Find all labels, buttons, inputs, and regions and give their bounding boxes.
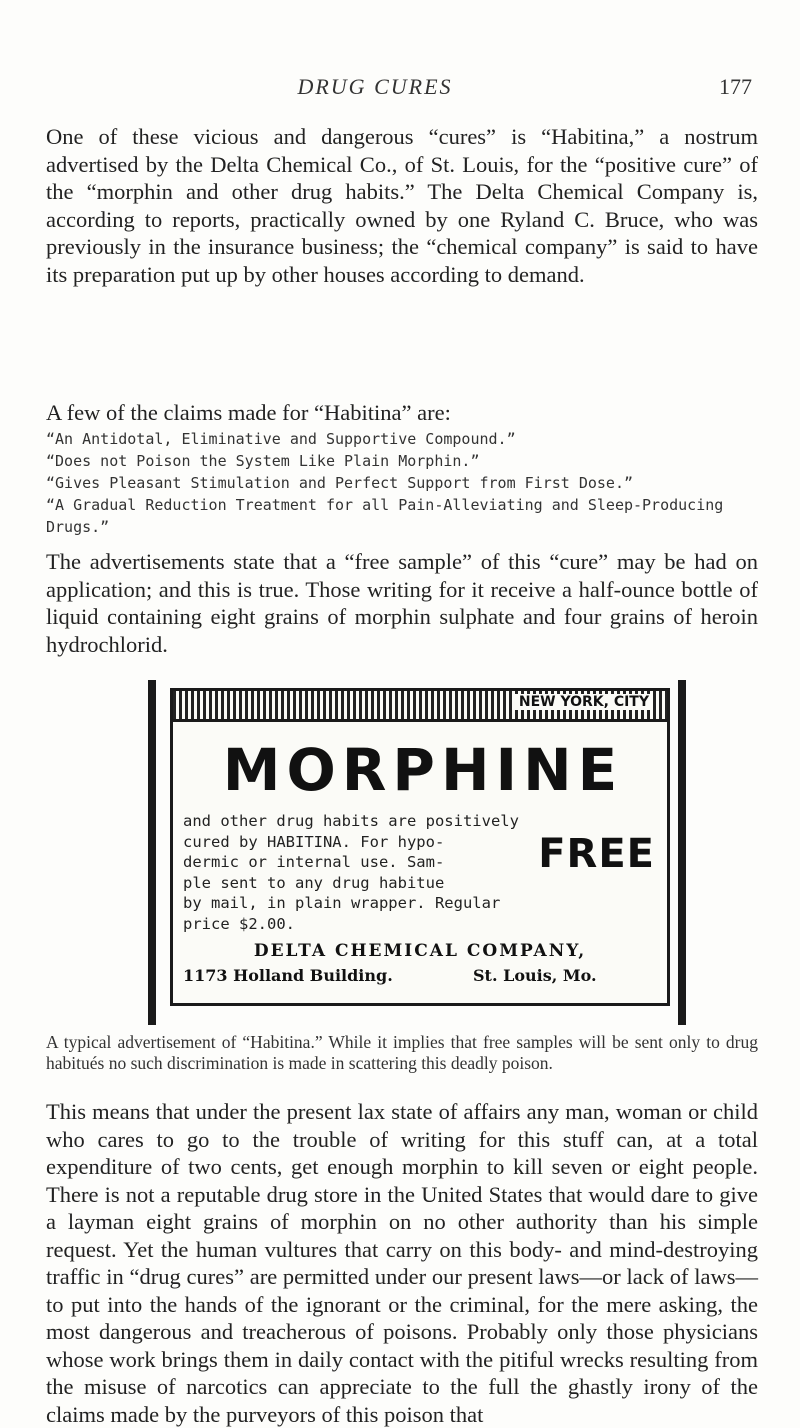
running-head-title: DRUG CURES (297, 74, 453, 99)
paragraph-free-sample: The advertisements state that a “free sample” of this “cure” may be had on application; and this is true. Those writing for it receive a half-ounce bottle of liquid containing eight grains of morphin sulphate and four grains of heroin hydrochlorid. (46, 549, 758, 657)
ad-top-banner (173, 691, 667, 722)
ad-body-line: price $2.00. (183, 914, 295, 933)
paragraph-claims-intro: A few of the claims made for “Habitina” are: (46, 400, 451, 425)
ad-headline: MORPHINE (222, 736, 624, 804)
ad-address-city: St. Louis, Mo. (473, 966, 597, 985)
page-number: 177 (719, 74, 752, 99)
ad-body-text (183, 811, 583, 934)
paragraph-habitina-intro: One of these vicious and dangerous “cures” is “Habitina,” a nostrum advertised by the Delta Chemical Co., of St. Louis, for the “positive cure” of the “morphin and other drug habits.” The Delta Chemical Company is, according to reports, practically owned by one Ryland C. Bruce, who was previously in the insurance business; the “chemical company” is said to have its preparation put up by other houses according to demand. (46, 124, 758, 287)
claim-item: “A Gradual Reduction Treatment for all Pain-Alleviating and Sleep-Producing Drugs.” (46, 496, 724, 536)
ad-body-line: ple sent to any drug habitue (183, 873, 445, 892)
ad-company-name: DELTA CHEMICAL COMPANY, (253, 941, 587, 961)
claim-item: “An Antidotal, Eliminative and Supportive Compound.” (46, 430, 516, 448)
paragraph-morphin-dangers: This means that under the present lax state of affairs any man, woman or child who cares to go to the trouble of writing for this stuff can, at a total expenditure of two cents, get enough morphin to kill seven or eight people. There is not a reputable drug store in the United States that would dare to give a layman eight grains of morphin on no other authority than his simple request. Yet the human vultures that carry on this body- and mind-destroying traffic in “drug cures” are permitted under our present laws—or lack of laws—to put into the hands of the ignorant or the criminal, for the mere asking, the most dangerous and treacherous of poisons. Probably only those physicians whose work brings them in daily contact with the pitiful wrecks resulting from the misuse of narcotics can appreciate to the full the ghastly irony of the claims made by the purveyors of this poison that (46, 1099, 758, 1427)
ad-body-line: dermic or internal use. Sam- (183, 853, 445, 871)
ad-body-line: by mail, in plain wrapper. Regular (183, 894, 501, 912)
running-head (0, 74, 800, 104)
ad-free-label: FREE (538, 831, 655, 877)
habitina-advertisement (148, 680, 686, 1025)
ad-banner-text: NEW YORK, CITY (515, 694, 653, 710)
claims-list (46, 428, 758, 538)
ad-panel (170, 688, 670, 1006)
ad-address-building: 1173 Holland Building. (183, 966, 393, 985)
ad-body-line: cured by HABITINA. For hypo- (183, 832, 445, 851)
claim-item: “Gives Pleasant Stimulation and Perfect Support from First Dose.” (46, 474, 633, 492)
figure-caption: A typical advertisement of “Habitina.” While it implies that free samples will be sent only to drug habitués no such discrimination is made in scattering this deadly poison. (46, 1032, 758, 1073)
ad-body-line: and other drug habits are positively (183, 812, 519, 830)
claim-item: “Does not Poison the System Like Plain Morphin.” (46, 452, 480, 470)
